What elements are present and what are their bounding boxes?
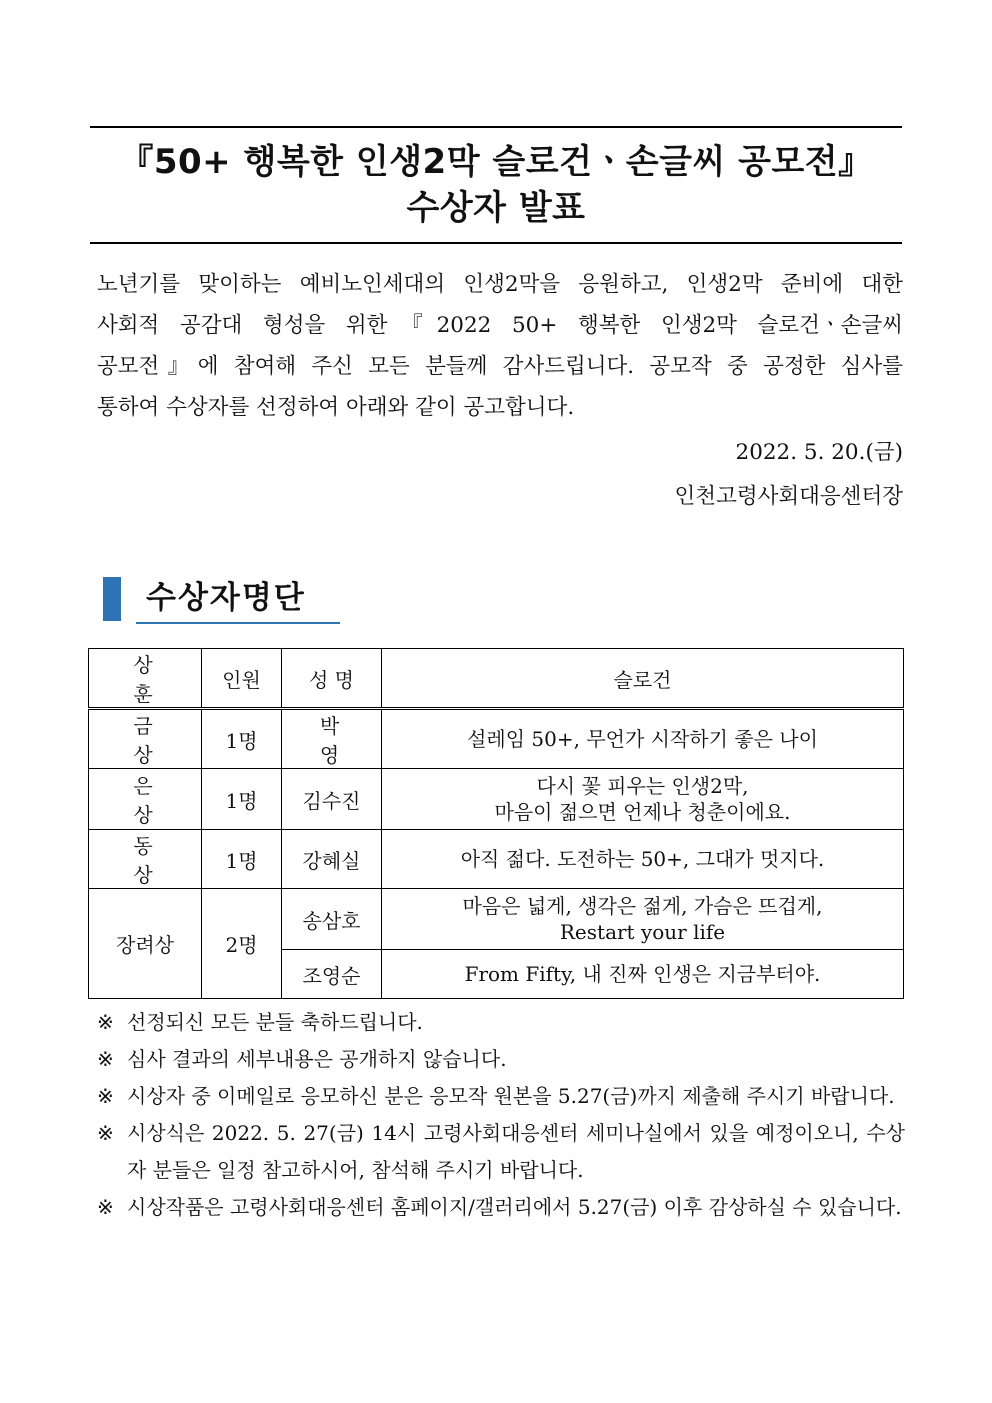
notes-list: [97, 1004, 905, 1226]
intro-line: 사회적 공감대 형성을 위한『2022 50+ 행복한 인생2막 슬로건ㆍ손글씨: [97, 313, 903, 338]
name-cell: 강혜실: [282, 830, 382, 889]
reference-mark: ※: [97, 1084, 114, 1108]
section-accent-bar: [103, 577, 121, 621]
intro-line: 통하여 수상자를 선정하여 아래와 같이 공고합니다.: [97, 395, 575, 420]
award-cell: 금 상: [89, 709, 202, 769]
count-cell: 1명: [202, 830, 282, 889]
slogan-cell: [382, 769, 904, 830]
table-row: [89, 830, 904, 889]
count-cell: 1명: [202, 709, 282, 769]
slogan-cell: [382, 889, 904, 950]
section-underline: [136, 622, 340, 624]
reference-mark: ※: [97, 1047, 114, 1071]
awards-table: [88, 648, 904, 999]
name-cell: 박 영: [282, 709, 382, 769]
slogan-line: Restart your life: [559, 920, 726, 944]
organization-signature: 인천고령사회대응센터장: [674, 484, 903, 509]
name-cell: 송삼호: [282, 889, 382, 950]
table-row: [89, 769, 904, 830]
slogan-line: 아직 젊다. 도전하는 50+, 그대가 멋지다.: [460, 847, 825, 871]
header-award: 상 훈: [89, 649, 202, 709]
slogan-line: 마음이 젊으면 언제나 청춘이에요.: [494, 800, 791, 824]
slogan-line: 마음은 넓게, 생각은 젊게, 가슴은 뜨겁게,: [462, 894, 823, 918]
table-row: [89, 889, 904, 950]
award-cell: 은 상: [89, 769, 202, 830]
table-header-row: [89, 649, 904, 709]
name-cell: 김수진: [282, 769, 382, 830]
slogan-cell: [382, 950, 904, 999]
note-item: [97, 1078, 905, 1115]
note-text: 선정되신 모든 분들 축하드립니다.: [127, 1010, 423, 1034]
slogan-cell: [382, 830, 904, 889]
title-box: [90, 126, 902, 244]
reference-mark: ※: [97, 1121, 114, 1145]
count-cell: 1명: [202, 769, 282, 830]
slogan-line: From Fifty, 내 진짜 인생은 지금부터야.: [464, 962, 821, 986]
table-row: [89, 709, 904, 769]
header-name: 성 명: [282, 649, 382, 709]
header-count: 인원: [202, 649, 282, 709]
slogan-line: 다시 꽃 피우는 인생2막,: [536, 774, 749, 798]
intro-paragraph: [97, 264, 903, 428]
title-line-2: 수상자 발표: [406, 188, 586, 228]
intro-line: 노년기를 맞이하는 예비노인세대의 인생2막을 응원하고, 인생2막 준비에 대한: [97, 272, 903, 297]
intro-line: 공모전』에 참여해 주신 모든 분들께 감사드립니다. 공모작 중 공정한 심사를: [97, 354, 903, 379]
note-item: [97, 1115, 905, 1189]
reference-mark: ※: [97, 1010, 114, 1034]
award-cell: 장려상: [89, 889, 202, 999]
note-item: [97, 1041, 905, 1078]
section-title: 수상자명단: [146, 580, 306, 616]
note-item: [97, 1189, 905, 1226]
title-line-1: 『50+ 행복한 인생2막 슬로건ㆍ손글씨 공모전』: [119, 142, 873, 182]
slogan-cell: [382, 709, 904, 769]
award-cell: 동 상: [89, 830, 202, 889]
note-text: 시상식은 2022. 5. 27(금) 14시 고령사회대응센터 세미나실에서 있을 예정이오니, 수상자 분들은 일정 참고하시어, 참석해 주시기 바랍니다.: [127, 1121, 905, 1182]
note-item: [97, 1004, 905, 1041]
note-text: 시상작품은 고령사회대응센터 홈페이지/갤러리에서 5.27(금) 이후 감상하실 수 있습니다.: [127, 1195, 902, 1219]
announcement-date: 2022. 5. 20.(금): [735, 440, 903, 465]
note-text: 시상자 중 이메일로 응모하신 분은 응모작 원본을 5.27(금)까지 제출해 주시기 바랍니다.: [127, 1084, 895, 1108]
reference-mark: ※: [97, 1195, 114, 1219]
header-slogan: 슬로건: [382, 649, 904, 709]
count-cell: 2명: [202, 889, 282, 999]
name-cell: 조영순: [282, 950, 382, 999]
note-text: 심사 결과의 세부내용은 공개하지 않습니다.: [127, 1047, 507, 1071]
slogan-line: 설레임 50+, 무언가 시작하기 좋은 나이: [467, 727, 818, 751]
